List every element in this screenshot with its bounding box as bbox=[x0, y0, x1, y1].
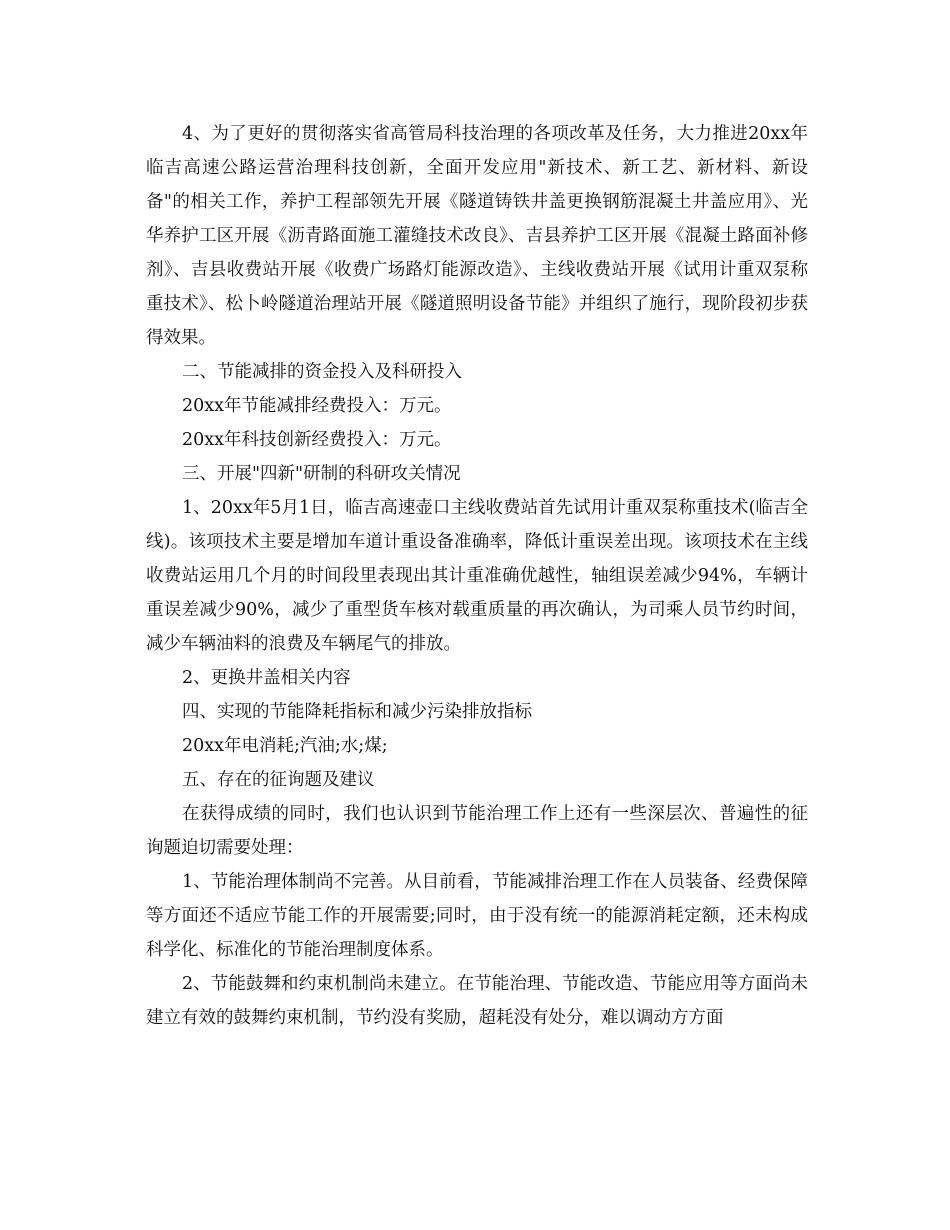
document-body bbox=[146, 117, 808, 1035]
section-heading-5: 五、存在的征询题及建议 bbox=[182, 770, 375, 790]
section-heading-2: 二、节能减排的资金投入及科研投入 bbox=[182, 362, 462, 382]
section-heading-3: 三、开展"四新"研制的科研攻关情况 bbox=[182, 464, 461, 484]
paragraph-problem-2: 2、节能鼓舞和约束机制尚未建立。在节能治理、节能改造、节能应用等方面尚未建立有效的鼓舞约束机制，节约没有奖励，超耗没有处分，难以调动方方面 bbox=[146, 974, 808, 1028]
paragraph-energy-funding: 20xx年节能减排经费投入：万元。 bbox=[182, 396, 452, 416]
paragraph-manhole-cover: 2、更换井盖相关内容 bbox=[182, 668, 351, 688]
paragraph-problem-1: 1、节能治理体制尚不完善。从目前看，节能减排治理工作在人员装备、经费保障等方面还不适应节能工作的开展需要;同时，由于没有统一的能源消耗定额，还未构成科学化、标准化的节能治理制度体系。 bbox=[146, 872, 808, 960]
section-heading-4: 四、实现的节能降耗指标和减少污染排放指标 bbox=[182, 702, 532, 722]
paragraph-consumption: 20xx年电消耗;汽油;水;煤; bbox=[182, 736, 388, 756]
paragraph-item-4-tech-innovation: 4、为了更好的贯彻落实省高管局科技治理的各项改革及任务，大力推进20xx年临吉高速公路运营治理科技创新，全面开发应用"新技术、新工艺、新材料、新设备"的相关工作，养护工程部领先开展《隧道铸铁井盖更换钢筋混凝土井盖应用》、光华养护工区开展《沥青路面施工灌缝技术改良》、吉县养护工区开展《混凝土路面补修剂》、吉县收费站开展《收费广场路灯能源改造》、主线收费站开展《试用计重双泵称重技术》、松卜岭隧道治理站开展《隧道照明设备节能》并组织了施行，现阶段初步获得效果。 bbox=[146, 124, 808, 348]
paragraph-weighing-tech: 1、20xx年5月1日，临吉高速壶口主线收费站首先试用计重双泵称重技术(临吉全线)。该项技术主要是增加车道计重设备准确率，降低计重误差出现。该项技术在主线收费站运用几个月的时间段里表现出其计重准确优越性，轴组误差减少94%，车辆计重误差减少90%，减少了重型货车核对载重质量的再次确认，为司乘人员节约时间，减少车辆油料的浪费及车辆尾气的排放。 bbox=[146, 498, 808, 654]
paragraph-problems-intro: 在获得成绩的同时，我们也认识到节能治理工作上还有一些深层次、普遍性的征询题迫切需要处理： bbox=[146, 804, 808, 858]
paragraph-tech-funding: 20xx年科技创新经费投入：万元。 bbox=[182, 430, 452, 450]
